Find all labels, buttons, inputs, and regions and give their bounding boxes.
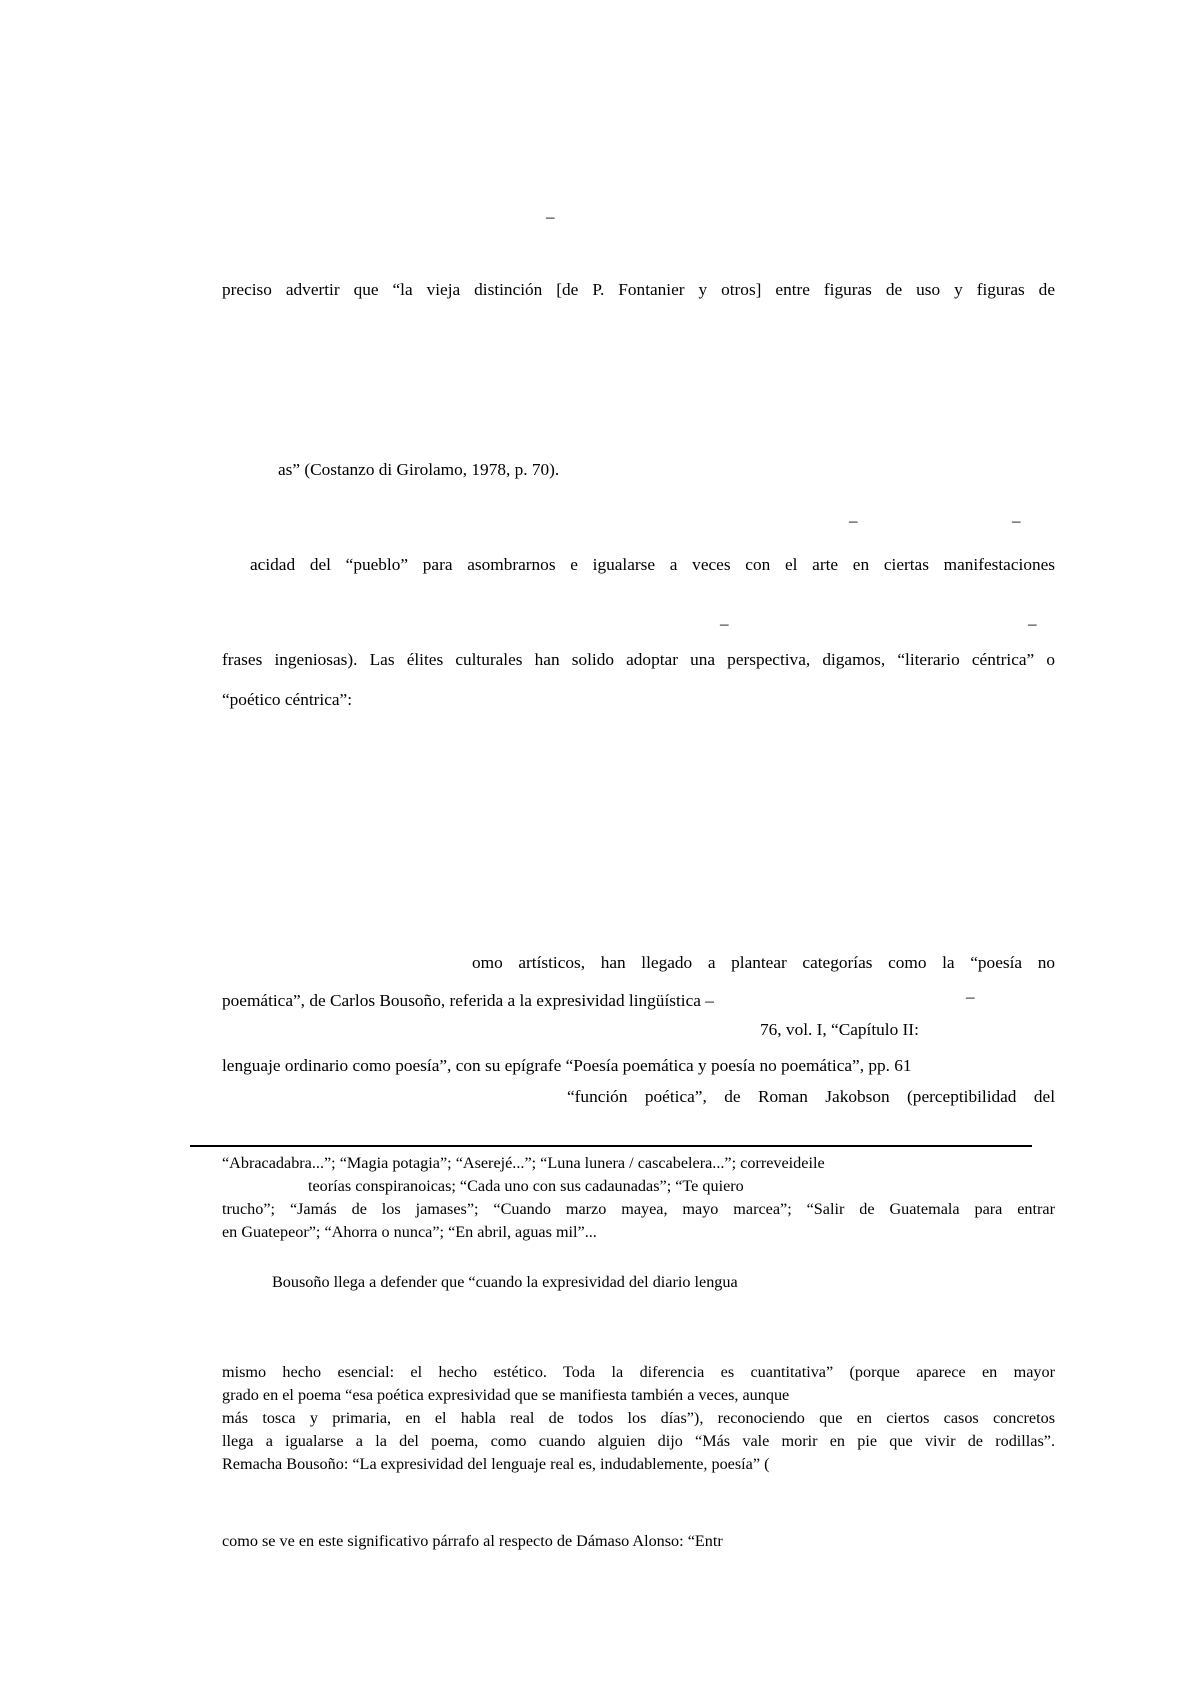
body-line: frases ingeniosas). Las élites culturales han solido adoptar una perspectiva, digamos, “literario céntrica” o (222, 650, 1055, 669)
footnote-line: Bousoño llega a defender que “cuando la expresividad del diario lengua (272, 1273, 738, 1291)
body-line: omo artísticos, han llegado a plantear categorías como la “poesía no (472, 953, 1055, 972)
dash: – (849, 511, 858, 530)
dash: – (966, 987, 975, 1006)
footnote-line: grado en el poema “esa poética expresividad que se manifiesta también a veces, aunque (222, 1386, 790, 1404)
dash: – (546, 207, 555, 226)
dash: – (1012, 511, 1021, 530)
body-line: poemática”, de Carlos Bousoño, referida a la expresividad lingüística – (222, 991, 714, 1010)
footnote-line: mismo hecho esencial: el hecho estético. Toda la diferencia es cuantitativa” (porque aparece en mayor (222, 1363, 1055, 1381)
footnote-line: “Abracadabra...”; “Magia potagia”; “Aserejé...”; “Luna lunera / cascabelera...”; correveideile (222, 1154, 825, 1172)
body-line: acidad del “pueblo” para asombrarnos e igualarse a veces con el arte en ciertas manifestaciones (250, 555, 1055, 574)
footnote-line: llega a igualarse a la del poema, como cuando alguien dijo “Más vale morir en pie que vivir de rodillas”. (222, 1432, 1055, 1450)
footnote-line: en Guatepeor”; “Ahorra o nunca”; “En abril, aguas mil”... (222, 1223, 597, 1241)
body-line: “función poética”, de Roman Jakobson (perceptibilidad del (567, 1087, 1055, 1106)
body-line: “poético céntrica”: (222, 690, 353, 709)
body-line: lenguaje ordinario como poesía”, con su epígrafe “Poesía poemática y poesía no poemática”, pp. 61 (222, 1056, 912, 1075)
body-line: as” (Costanzo di Girolamo, 1978, p. 70). (278, 460, 560, 479)
footnote-line: teorías conspiranoicas; “Cada uno con sus cadaunadas”; “Te quiero (308, 1177, 744, 1195)
dash: – (720, 614, 729, 633)
footnote-line: trucho”; “Jamás de los jamases”; “Cuando marzo mayea, mayo marcea”; “Salir de Guatemala para entrar (222, 1200, 1055, 1218)
footnote-line: como se ve en este significativo párrafo al respecto de Dámaso Alonso: “Entr (222, 1532, 723, 1550)
body-line: preciso advertir que “la vieja distinción [de P. Fontanier y otros] entre figuras de uso y figuras de (222, 280, 1055, 299)
body-line: 76, vol. I, “Capítulo II: (760, 1020, 919, 1039)
footnote-line: Remacha Bousoño: “La expresividad del lenguaje real es, indudablemente, poesía” ( (222, 1455, 770, 1473)
footnote-line: más tosca y primaria, en el habla real de todos los días”), reconociendo que en ciertos casos concretos (222, 1409, 1055, 1427)
footnote-rule (190, 1145, 1032, 1147)
dash: – (1028, 614, 1037, 633)
